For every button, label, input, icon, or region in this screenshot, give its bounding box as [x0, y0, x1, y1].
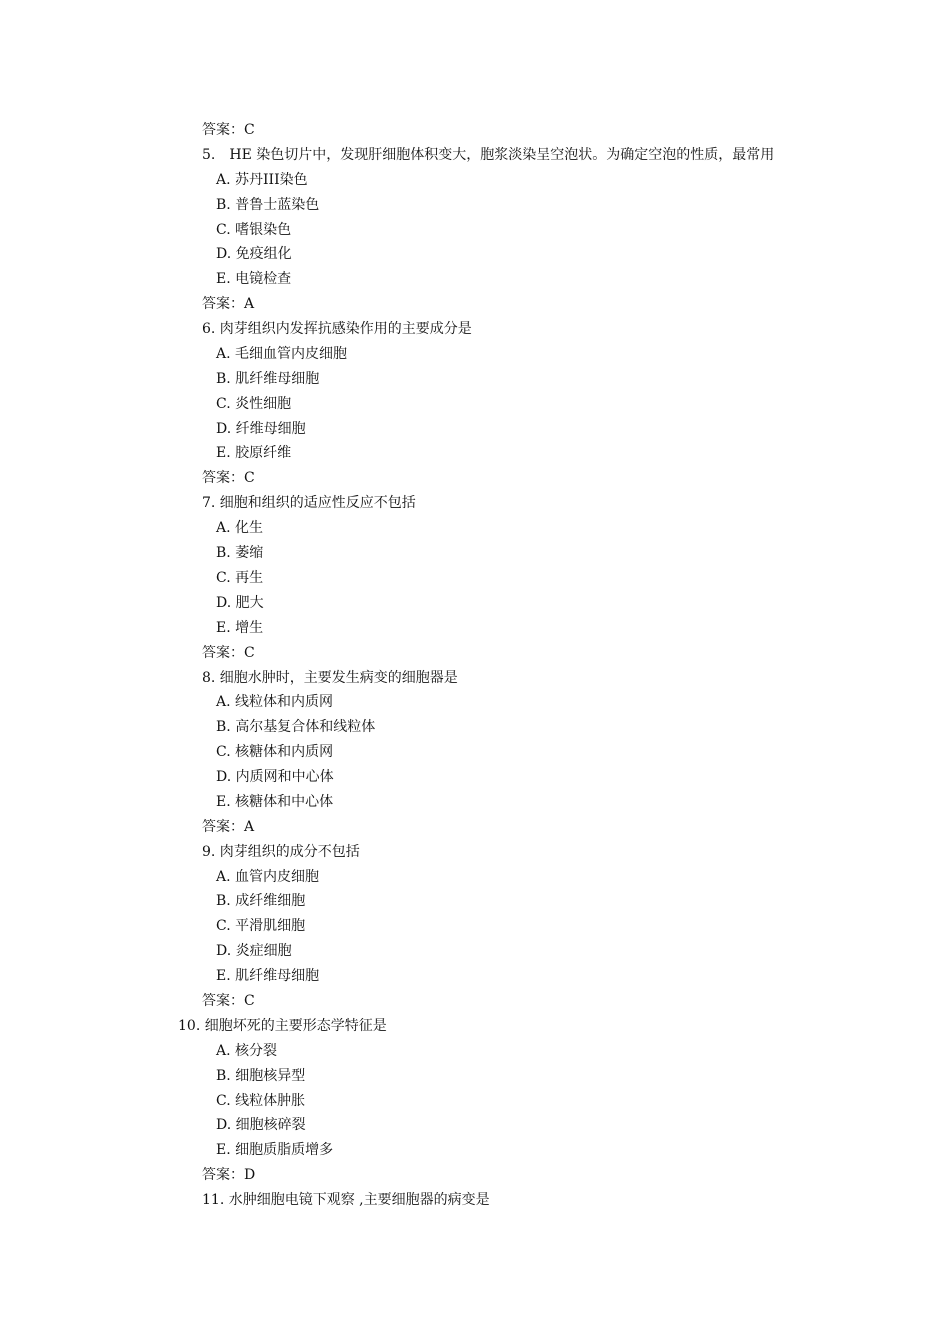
answer-line: 答案：C	[202, 122, 255, 138]
option-line: C. 平滑肌细胞	[216, 918, 306, 934]
option-line: A. 化生	[216, 520, 264, 536]
answer-line: 答案：C	[202, 470, 255, 486]
option-line: A. 毛细血管内皮细胞	[216, 346, 348, 362]
option-line: D. 免疫组化	[216, 246, 292, 262]
question-5: 5. HE 染色切片中，发现肝细胞体积变大，胞浆淡染呈空泡状。为确定空泡的性质，最常用	[202, 147, 775, 163]
option-line: E. 胶原纤维	[216, 445, 292, 461]
option-line: C. 线粒体肿胀	[216, 1093, 306, 1109]
option-line: B. 萎缩	[216, 545, 264, 561]
answer-line: 答案：C	[202, 645, 255, 661]
option-line: A. 核分裂	[216, 1043, 278, 1059]
option-line: E. 电镜检查	[216, 271, 292, 287]
option-line: E. 肌纤维母细胞	[216, 968, 320, 984]
option-line: D. 内质网和中心体	[216, 769, 334, 785]
question-9: 9. 肉芽组织的成分不包括	[202, 844, 360, 860]
question-11: 11. 水肿细胞电镜下观察 ,主要细胞器的病变是	[202, 1192, 490, 1208]
option-line: C. 核糖体和内质网	[216, 744, 334, 760]
option-line: D. 炎症细胞	[216, 943, 292, 959]
option-line: E. 增生	[216, 620, 264, 636]
question-7: 7. 细胞和组织的适应性反应不包括	[202, 495, 416, 511]
option-line: E. 细胞质脂质增多	[216, 1142, 334, 1158]
option-line: A. 线粒体和内质网	[216, 694, 334, 710]
option-line: B. 肌纤维母细胞	[216, 371, 320, 387]
option-line: B. 普鲁士蓝染色	[216, 197, 320, 213]
answer-line: 答案：A	[202, 819, 255, 835]
answer-line: 答案：D	[202, 1167, 256, 1183]
option-line: A. 苏丹III染色	[216, 172, 308, 188]
option-line: D. 细胞核碎裂	[216, 1117, 306, 1133]
option-line: C. 再生	[216, 570, 264, 586]
option-line: C. 嗜银染色	[216, 222, 292, 238]
option-line: B. 细胞核异型	[216, 1068, 306, 1084]
question-8: 8. 细胞水肿时，主要发生病变的细胞器是	[202, 670, 458, 686]
option-line: C. 炎性细胞	[216, 396, 292, 412]
option-line: E. 核糖体和中心体	[216, 794, 334, 810]
option-line: B. 成纤维细胞	[216, 893, 306, 909]
option-line: B. 高尔基复合体和线粒体	[216, 719, 376, 735]
question-10: 10. 细胞坏死的主要形态学特征是	[178, 1018, 387, 1034]
option-line: D. 纤维母细胞	[216, 421, 306, 437]
question-6: 6. 肉芽组织内发挥抗感染作用的主要成分是	[202, 321, 472, 337]
answer-line: 答案：A	[202, 296, 255, 312]
option-line: A. 血管内皮细胞	[216, 869, 320, 885]
answer-line: 答案：C	[202, 993, 255, 1009]
option-line: D. 肥大	[216, 595, 264, 611]
